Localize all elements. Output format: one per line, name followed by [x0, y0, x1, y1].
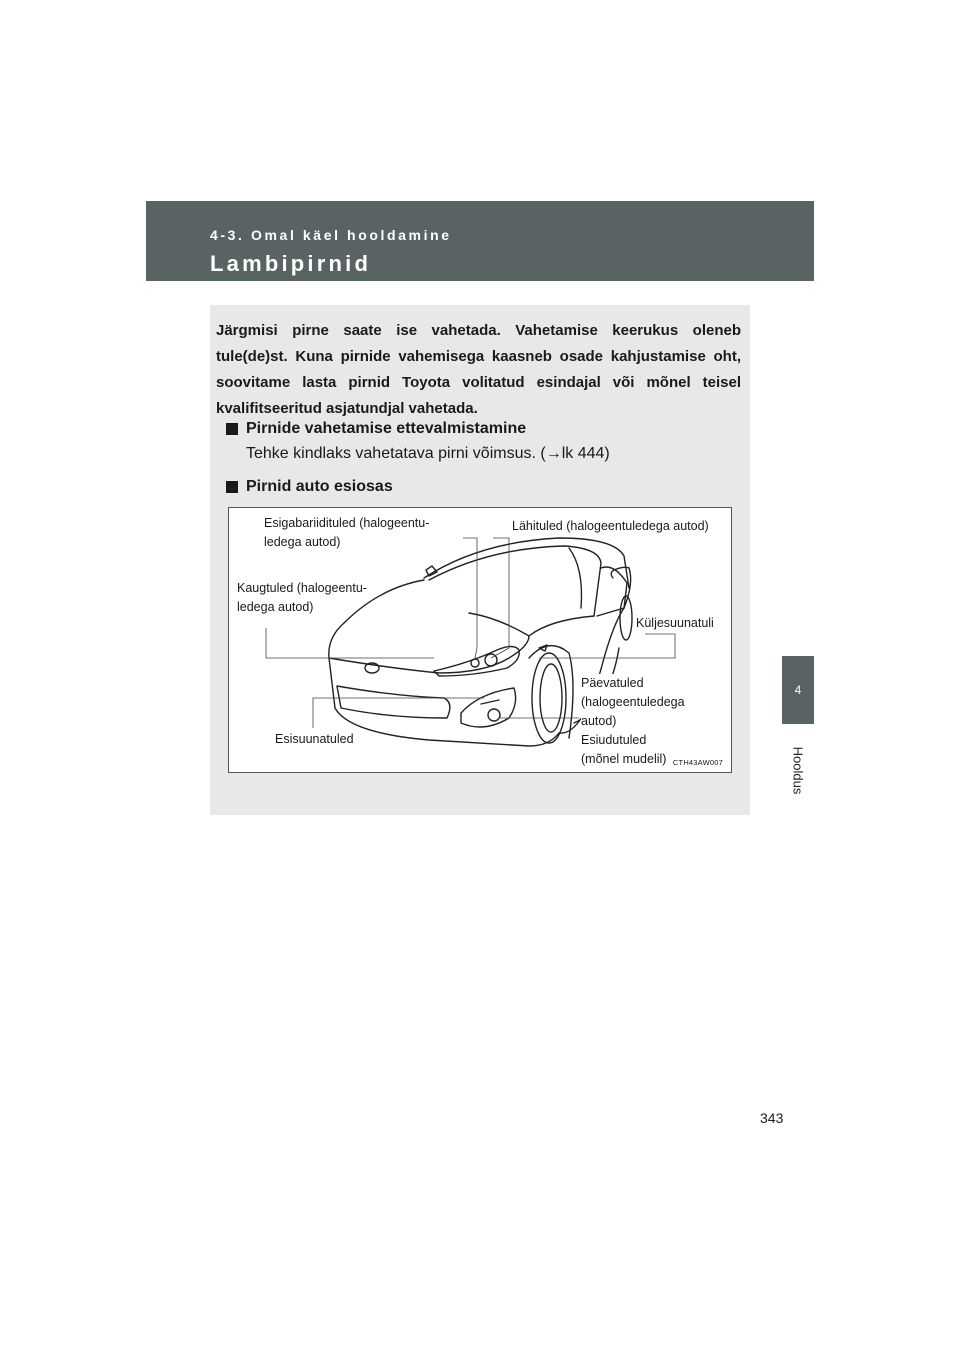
label-drl-3: autod): [581, 712, 616, 731]
bullet-square-icon: [226, 423, 238, 435]
chapter-tab-label: [775, 730, 821, 810]
label-drl-2: (halogeentuledega: [581, 693, 685, 712]
heading-front-bulbs-text: Pirnid auto esiosas: [246, 478, 393, 495]
section-label: 4-3. Omal käel hooldamine: [210, 227, 452, 243]
label-high-beam-1: Kaugtuled (halogeentu-: [237, 579, 367, 598]
heading-preparation: [226, 420, 526, 438]
label-parking-lights-2: ledega autod): [264, 533, 340, 552]
figure-code: CTH43AW007: [672, 758, 723, 767]
heading-preparation-text: Pirnide vahetamise ettevalmistamine: [246, 420, 527, 437]
label-high-beam-2: ledega autod): [237, 598, 313, 617]
label-side-turn-signal: Küljesuunatuli: [636, 614, 714, 633]
chapter-tab[interactable]: 4: [782, 656, 814, 724]
content-panel: [210, 305, 750, 815]
label-fog-2: (mõnel mudelil): [581, 750, 666, 769]
label-low-beam: Lähituled (halogeentuledega autod): [512, 517, 709, 536]
label-parking-lights-1: Esigabariidituled (halogeentu-: [264, 514, 429, 533]
preparation-text: Tehke kindlaks vahetatava pirni võimsus. (→lk 444): [246, 445, 610, 462]
label-front-turn-signals: Esisuunatuled: [275, 730, 354, 749]
page-number: 343: [760, 1110, 784, 1126]
heading-front-bulbs: [226, 478, 393, 496]
car-front-figure: [228, 507, 732, 773]
bullet-square-icon: [226, 481, 238, 493]
chapter-header: [146, 201, 814, 281]
chapter-tab-text: Hooldus: [790, 746, 806, 794]
label-drl-1: Päevatuled: [581, 674, 644, 693]
intro-paragraph: Järgmisi pirne saate ise vahetada. Vahetamise keerukus oleneb tule(de)st. Kuna pirnide vahemisega kaasneb osade kahjustamise oht, soovitame lasta pirnid Toyota volitatud esindajal või mõnel teisel kvalifitseeritud asjatundjal vahetada.: [216, 322, 741, 417]
page-title: Lambipirnid: [210, 251, 372, 276]
label-fog-1: Esiudutuled: [581, 731, 646, 750]
